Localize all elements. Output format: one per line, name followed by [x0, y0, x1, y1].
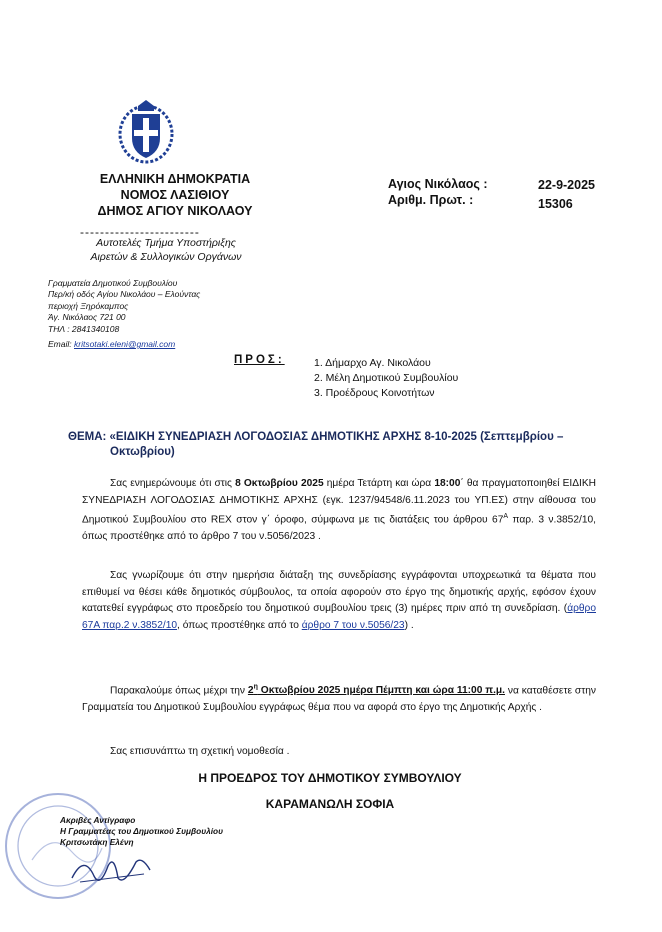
header-municipality: ΔΗΜΟΣ ΑΓΙΟΥ ΝΙΚΟΛΑΟΥ [97, 204, 253, 218]
law-link-67a[interactable]: άρθρο 67Α παρ.2 ν.3852/10 [82, 603, 596, 631]
body-paragraph-3: Παρακαλούμε όπως μέχρι την $2^\eta$ Οκτωβρίου 2025 ημέρα Πέμπτη και ώρα 11:00 π.μ. να καταθέσετε στην Γραμματεία του Δημοτικού Συμβουλίου εγγράφως θέμα που να αφορά στο έργο της Δημοτικής Αρχής . [82, 684, 596, 713]
law-link-7[interactable]: άρθρο 7 του ν.5056/23 [301, 619, 405, 631]
handwritten-signature [66, 848, 156, 892]
subject-line: ΘΕΜΑ: «ΕΙΔΙΚΗ ΣΥΝΕΔΡΙΑΣΗ ΛΟΓΟΔΟΣΙΑΣ ΔΗΜΟΤΙΚΗΣ ΑΡΧΗΣ 8-10-2025 (Σεπτεμβρίου – Οκτωβρίου) [68, 431, 564, 458]
email-link[interactable]: kritsotaki.eleni@gmail.com [74, 339, 176, 350]
header-divider: ------------------------ [80, 225, 200, 239]
recipients-label: ΠΡΟΣ: [234, 354, 285, 366]
recipients-list [314, 356, 458, 401]
body-paragraph-2: Σας γνωρίζουμε ότι στην ημερήσια διάταξη της συνεδρίασης εγγράφονται υποχρεωτικά τα θέματα που επιθυμεί να θέσει κάθε δημοτικός σύμβουλος, τα οποία αφορούν στο έργο της δημοτικής αρχής, εφόσον έχουν κατατεθεί εγγράφως στο προεδρείο του δημοτικού συμβουλίου τρεις (3) ημέρες πριν από τη συνεδρίαση. (άρθρο 67Α παρ.2 ν.3852/10, όπως προστέθηκε από το άρθρο 7 του ν.5056/23) . [82, 570, 596, 631]
signatory-name: ΚΑΡΑΜΑΝΩΛΗ ΣΟΦΙΑ [265, 797, 395, 811]
header-republic: ΕΛΛΗΝΙΚΗ ΔΗΜΟΚΡΑΤΙΑ [99, 172, 251, 186]
greek-coat-of-arms-logo [118, 98, 174, 164]
recipient-item: 1. Δήμαρχο Αγ. Νικολάου [314, 357, 431, 369]
recipient-item: 2. Μέλη Δημοτικού Συμβουλίου [314, 372, 459, 384]
recipient-item: 3. Προέδρους Κοινοτήτων [314, 387, 435, 399]
certified-copy-block: Ακριβές Αντίγραφο Η Γραμματέας του Δημοτικού Συμβουλίου Κριτσωτάκη Ελένη [60, 815, 224, 848]
document-date: 22-9-2025 [538, 178, 595, 192]
contact-block: Γραμματεία Δημοτικού Συμβουλίου Περ/κή οδός Αγίου Νικολάου – Ελούντας περιοχή Ξηρόκαμπος Άγ. Νικόλαος 721 00 ΤΗΛ : 2841340108 Email: kritsotaki.eleni@gmail.com [48, 278, 201, 350]
place-label: Αγιος Νικόλαος : [388, 177, 488, 191]
header-prefecture: ΝΟΜΟΣ ΛΑΣΙΘΙΟΥ [120, 188, 230, 202]
body-paragraph-4: Σας επισυνάπτω τη σχετική νομοθεσία . [110, 746, 290, 757]
department-name: Αυτοτελές Τμήμα Υποστήριξης Αιρετών & Συλλογικών Οργάνων [90, 237, 242, 263]
protocol-number: 15306 [538, 197, 573, 211]
body-paragraph-1: Σας ενημερώνουμε ότι στις 8 Οκτωβρίου 2025 ημέρα Τετάρτη και ώρα 18:00΄ θα πραγματοποιηθεί ΕΙΔΙΚΗ ΣΥΝΕΔΡΙΑΣΗ ΛΟΓΟΔΟΣΙΑΣ ΔΗΜΟΤΙΚΗΣ ΑΡΧΗΣ (εγκ. 1237/94548/6.11.2023 του ΥΠ.ΕΣ) στην αίθουσα του Δημοτικού Συμβουλίου στο REX στον γ΄ όροφο, σύμφωνα με τις διατάξεις του άρθρου $67^A$ παρ. 3 ν.3852/10, όπως προστέθηκε από το άρθρο 7 του ν.5056/2023 . [82, 478, 597, 542]
protocol-label: Αριθμ. Πρωτ. : [388, 193, 474, 207]
signatory-title: Η ΠΡΟΕΔΡΟΣ ΤΟΥ ΔΗΜΟΤΙΚΟΥ ΣΥΜΒΟΥΛΙΟΥ [198, 771, 462, 785]
